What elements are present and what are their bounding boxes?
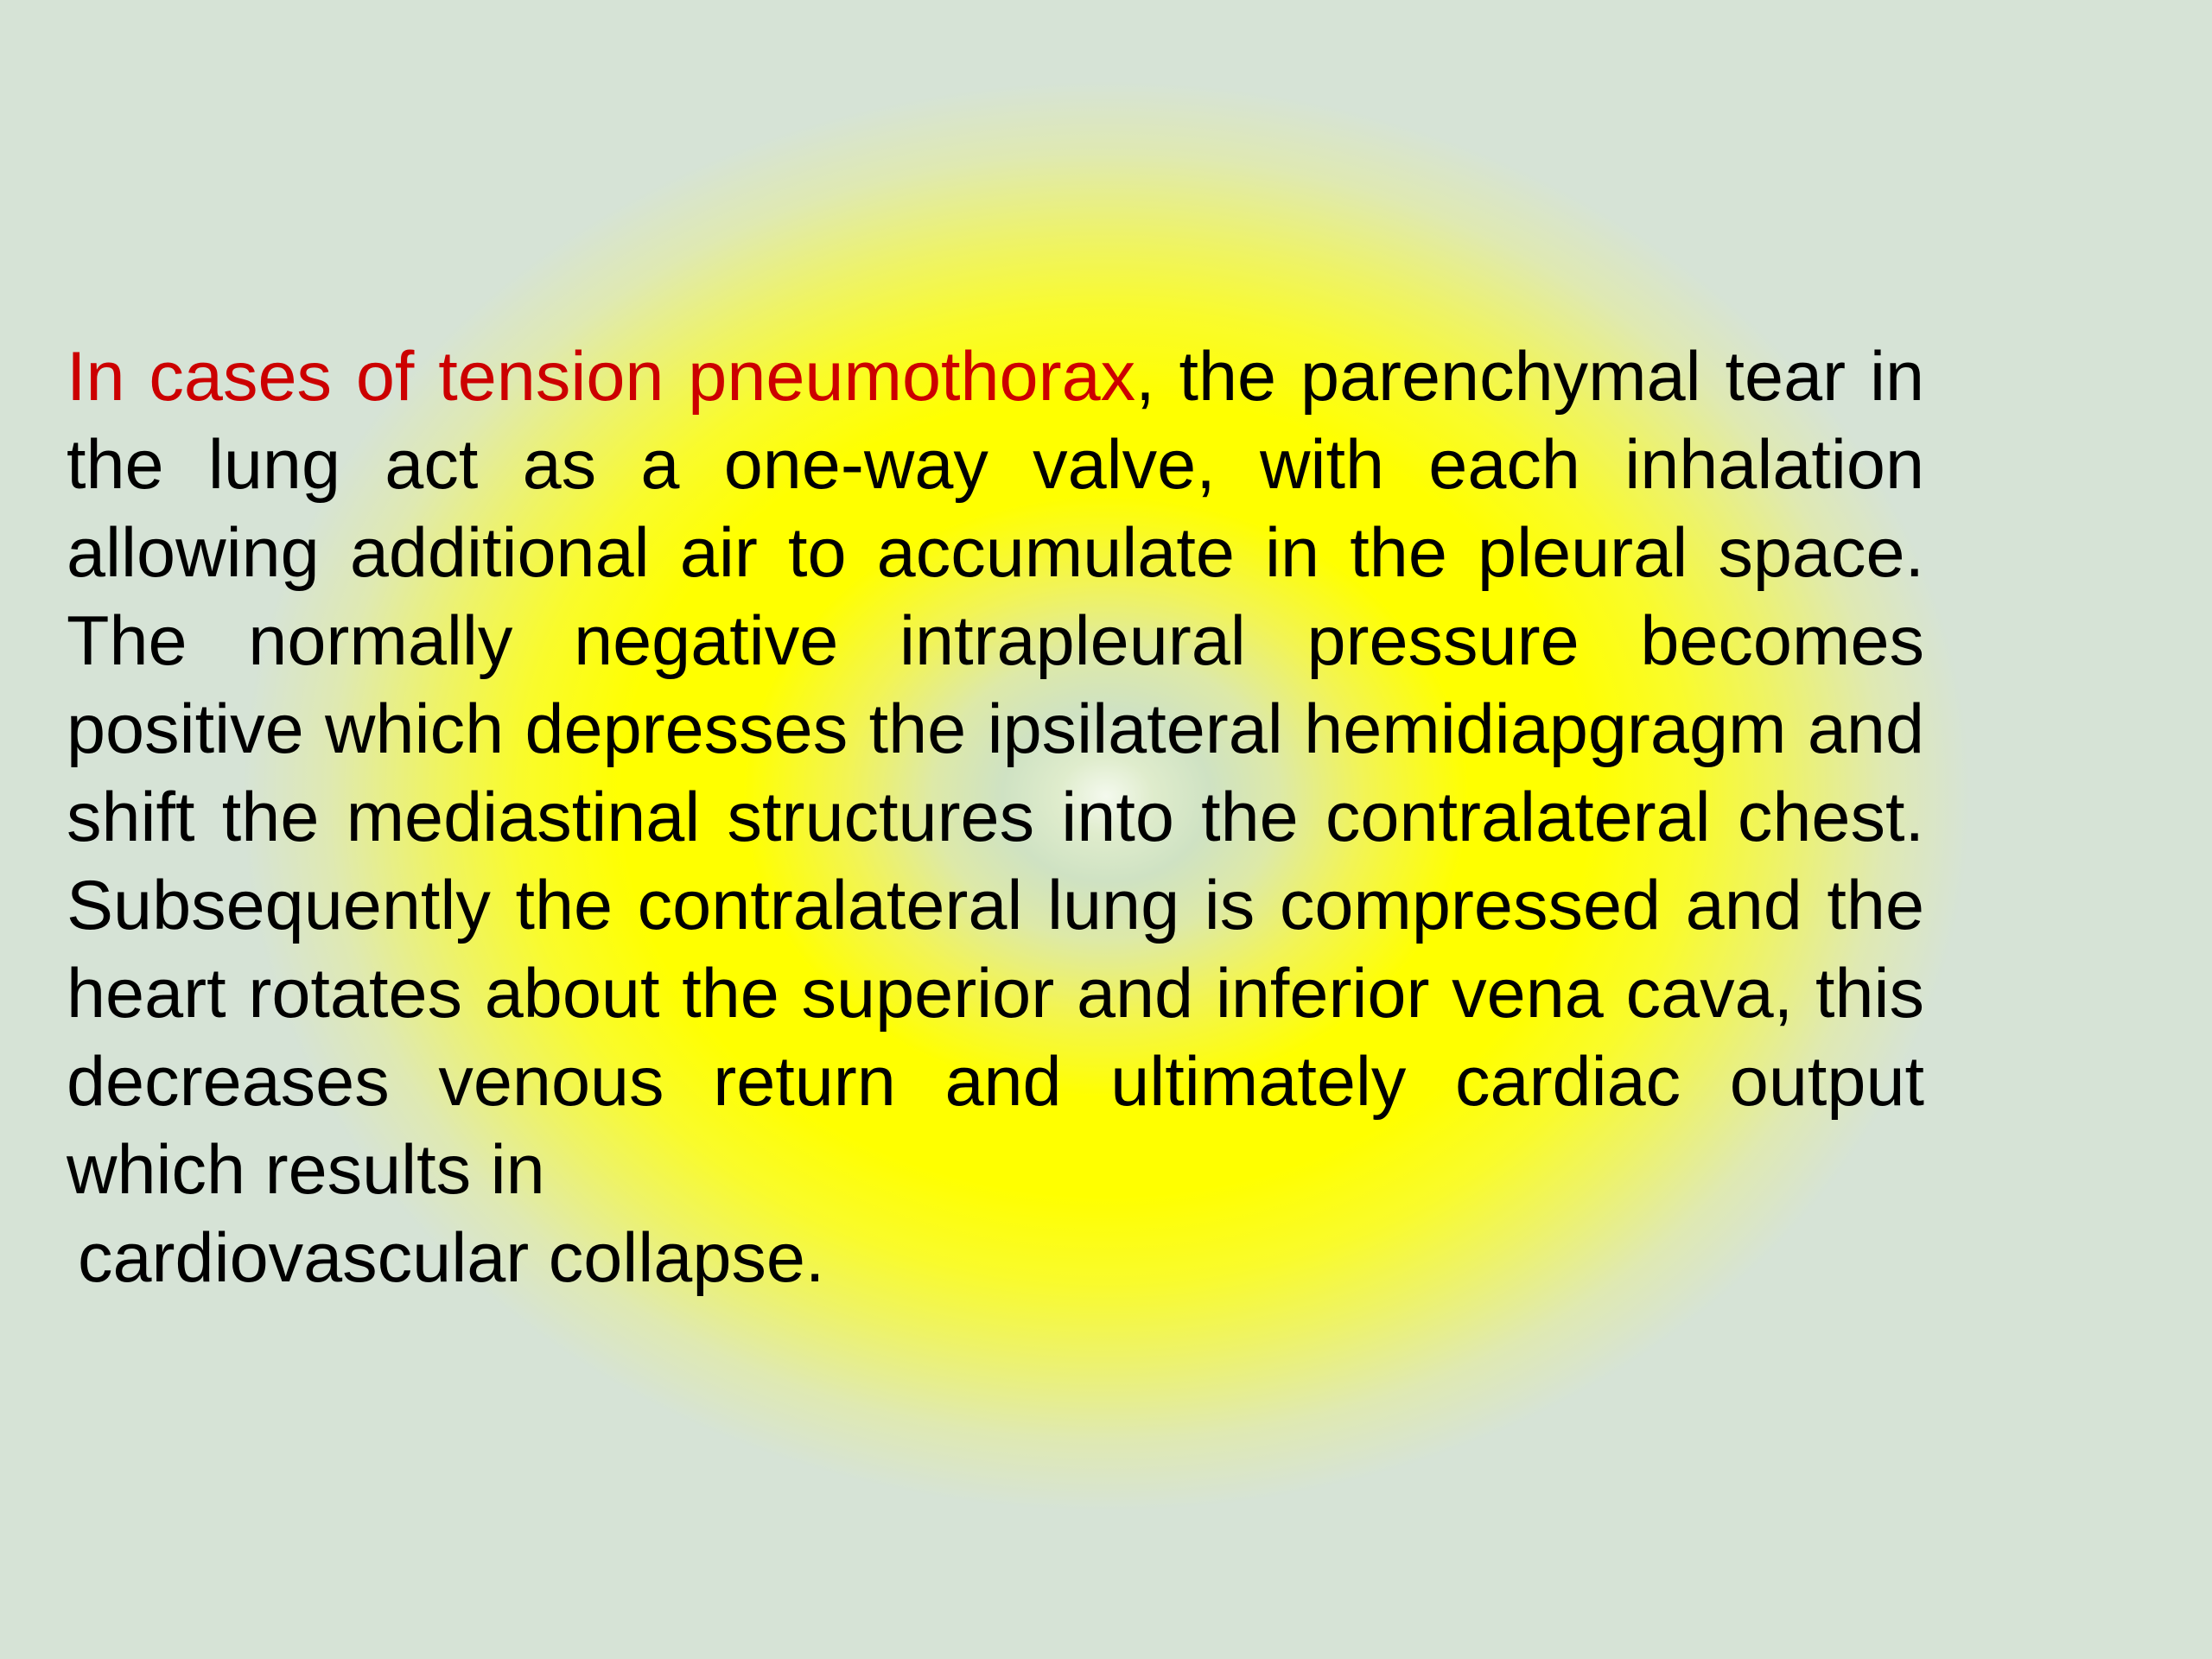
slide-body-text [67, 333, 1924, 1302]
body-main-text: , the parenchymal tear in the lung act as a one-way valve, with each inhalation allowing additional air to accumulate in the pleural space. The normally negative intrapleural pressure becomes positive which depresses the ipsilateral hemidiapgragm and shift the mediastinal structures into the contralateral chest. Subsequently the contralateral lung is compressed and the heart rotates about the superior and inferior vena cava, this decreases venous return and ultimately cardiac output which results in [67, 338, 1924, 1209]
highlight-phrase: In cases of tension pneumothorax [67, 338, 1136, 416]
body-last-line: cardiovascular collapse. [78, 1219, 825, 1297]
